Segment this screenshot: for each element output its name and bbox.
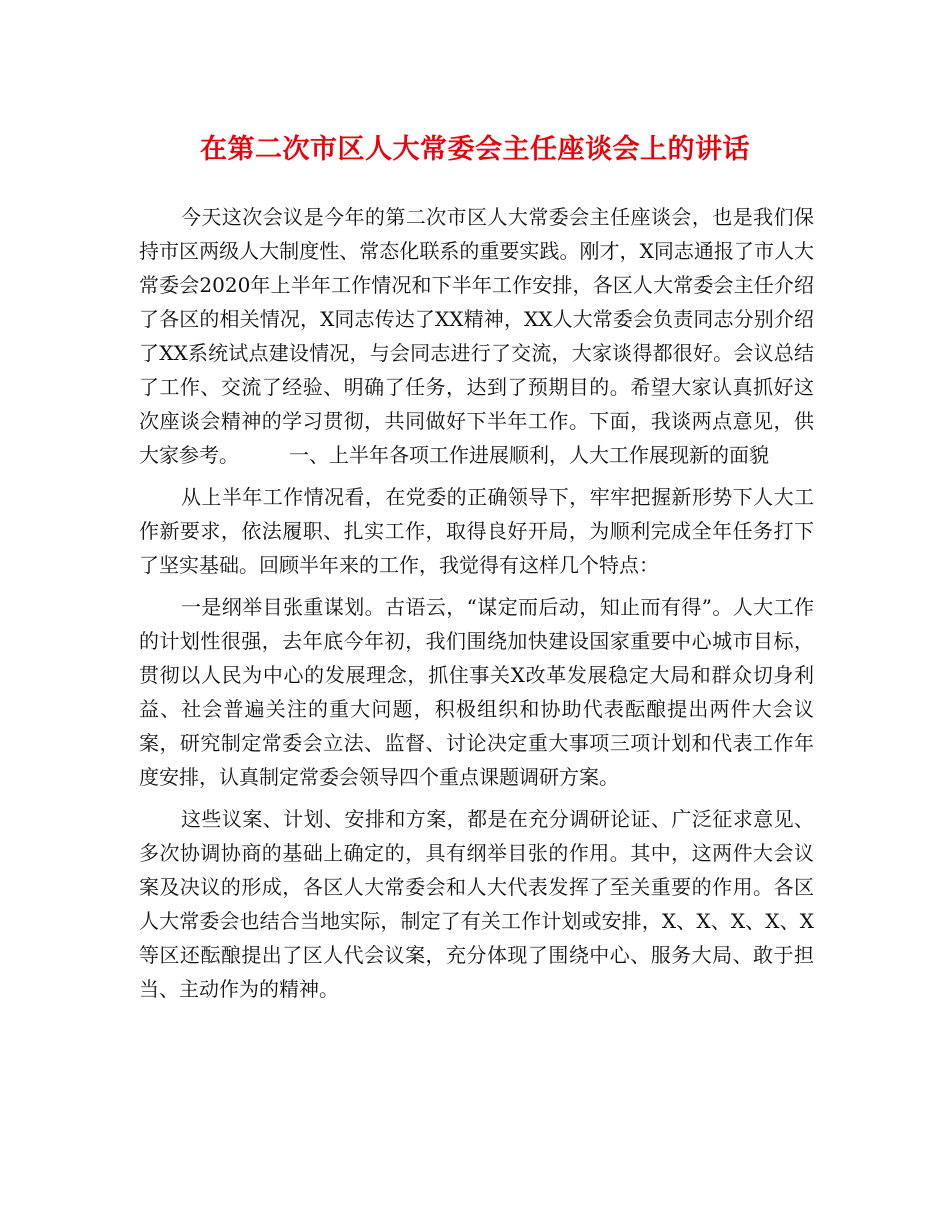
- document-body: [139, 200, 814, 1014]
- paragraph-3: 一是纲举目张重谋划。古语云，“谋定而后动，知止而有得”。人大工作的计划性很强，去年底今年初，我们围绕加快建设国家重要中心城市目标，贯彻以人民为中心的发展理念，抓住事关X改革发展稳定大局和群众切身利益、社会普遍关注的重大问题，积极组织和协助代表酝酿提出两件大会议案，研究制定常委会立法、监督、讨论决定重大事项三项计划和代表工作年度安排，认真制定常委会领导四个重点课题调研方案。: [139, 595, 814, 789]
- paragraph-1-text: 今天这次会议是今年的第二次市区人大常委会主任座谈会，也是我们保持市区两级人大制度性、常态化联系的重要实践。刚才，X同志通报了市人大常委会2020年上半年工作情况和下半年工作安排，各区人大常委会主任介绍了各区的相关情况，X同志传达了XX精神，XX人大常委会负责同志分别介绍了XX系统试点建设情况，与会同志进行了交流，大家谈得都很好。会议总结了工作、交流了经验、明确了任务，达到了预期目的。希望大家认真抓好这次座谈会精神的学习贯彻，共同做好下半年工作。下面，我谈两点意见，供大家参考。: [139, 205, 814, 467]
- paragraph-1: [139, 200, 814, 472]
- document-title: 在第二次市区人大常委会主任座谈会上的讲话: [200, 134, 750, 165]
- paragraph-2: 从上半年工作情况看，在党委的正确领导下，牢牢把握新形势下人大工作新要求，依法履职、扎实工作，取得良好开局，为顺利完成全年任务打下了坚实基础。回顾半年来的工作，我觉得有这样几个特点：: [139, 485, 814, 577]
- section-heading: 一、上半年各项工作进展顺利，人大工作展现新的面貌: [289, 443, 769, 467]
- paragraph-4: 这些议案、计划、安排和方案，都是在充分调研论证、广泛征求意见、多次协调协商的基础上确定的，具有纲举目张的作用。其中，这两件大会议案及决议的形成，各区人大常委会和人大代表发挥了至关重要的作用。各区人大常委会也结合当地实际，制定了有关工作计划或安排，X、X、X、X、X等区还酝酿提出了区人代会议案，充分体现了围绕中心、服务大局、敢于担当、主动作为的精神。: [139, 807, 814, 1001]
